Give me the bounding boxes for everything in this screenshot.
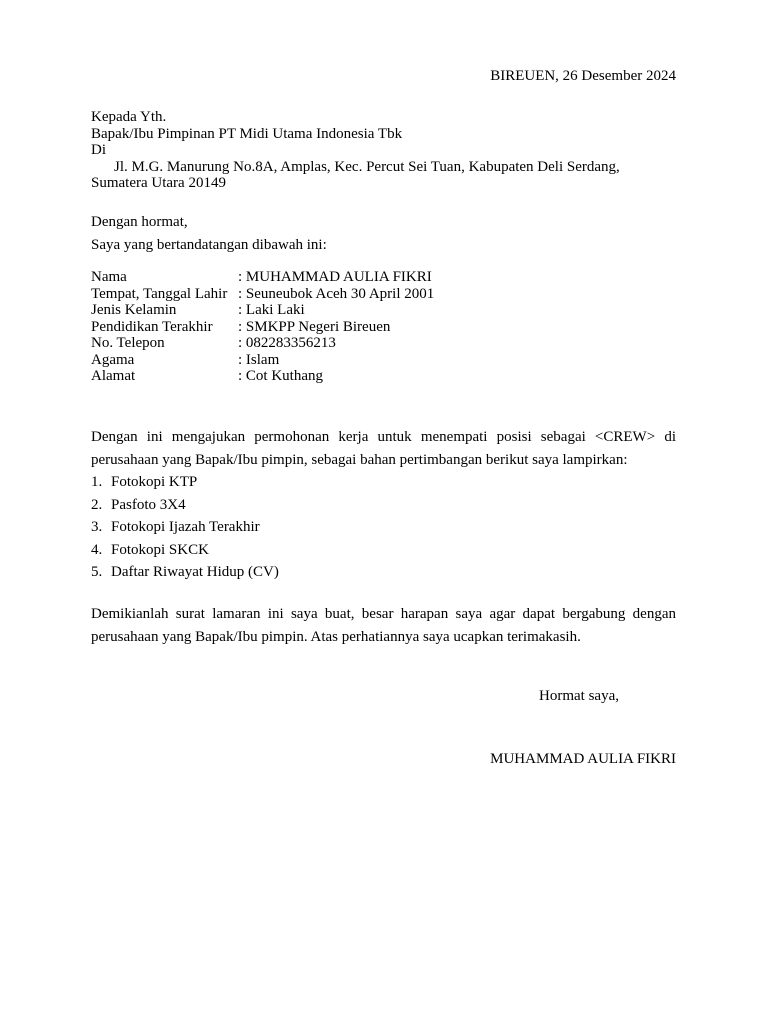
attachment-text: Fotokopi KTP — [111, 474, 198, 490]
identity-row — [91, 302, 434, 319]
attachment-text: Fotokopi Ijazah Terakhir — [111, 519, 260, 535]
attachment-item — [91, 539, 279, 562]
identity-label: Jenis Kelamin — [91, 302, 177, 318]
identity-value: : Laki Laki — [238, 302, 305, 318]
attachment-number: 1. — [91, 474, 103, 490]
identity-value: : Cot Kuthang — [238, 368, 323, 384]
recipient-at: Di — [91, 142, 106, 158]
closing-paragraph: Demikianlah surat lamaran ini saya buat, besar harapan saya agar dapat bergabung dengan perusahaan yang Bapak/Ibu pimpin. Atas perhatiannya saya ucapkan terimakasih. — [91, 606, 676, 645]
intro-text: Saya yang bertandatangan dibawah ini: — [91, 237, 327, 253]
identity-row — [91, 335, 434, 352]
identity-label: Pendidikan Terakhir — [91, 318, 213, 335]
attachment-text: Fotokopi SKCK — [111, 541, 209, 558]
recipient-name: Bapak/Ibu Pimpinan PT Midi Utama Indonesia Tbk — [91, 125, 403, 142]
identity-row — [91, 269, 434, 286]
attachment-number: 3. — [91, 519, 103, 535]
identity-label: Tempat, Tanggal Lahir — [91, 285, 228, 302]
identity-value: : MUHAMMAD AULIA FIKRI — [238, 269, 432, 285]
attachment-list — [91, 471, 279, 584]
identity-row — [91, 368, 434, 385]
attachment-text: Daftar Riwayat Hidup (CV) — [111, 564, 279, 580]
regards: Hormat saya, — [539, 688, 619, 704]
attachment-number: 5. — [91, 564, 103, 580]
identity-label: Nama — [91, 269, 127, 285]
identity-value: : Seuneubok Aceh 30 April 2001 — [238, 285, 435, 302]
identity-label: No. Telepon — [91, 335, 165, 351]
place-date: BIREUEN, 26 Desember 2024 — [490, 68, 676, 84]
recipient-salutation: Kepada Yth. — [91, 109, 167, 125]
attachment-number: 4. — [91, 541, 103, 558]
identity-row — [91, 319, 434, 336]
identity-row — [91, 286, 434, 303]
attachment-number: 2. — [91, 496, 103, 513]
signature-name: MUHAMMAD AULIA FIKRI — [490, 751, 676, 767]
identity-label: Alamat — [91, 368, 136, 384]
recipient-address-line2: Sumatera Utara 20149 — [91, 175, 226, 191]
greeting: Dengan hormat, — [91, 214, 188, 230]
identity-label: Agama — [91, 351, 135, 368]
recipient-address-line1: Jl. M.G. Manurung No.8A, Amplas, Kec. Percut Sei Tuan, Kabupaten Deli Serdang, — [114, 158, 620, 175]
identity-value: : Islam — [238, 351, 280, 368]
identity-table — [91, 269, 434, 385]
identity-row — [91, 352, 434, 369]
attachment-item — [91, 561, 279, 584]
attachment-item — [91, 494, 279, 517]
attachment-text: Pasfoto 3X4 — [111, 496, 186, 513]
identity-value: : 082283356213 — [238, 335, 336, 351]
identity-value: : SMKPP Negeri Bireuen — [238, 318, 391, 335]
application-paragraph: Dengan ini mengajukan permohonan kerja untuk menempati posisi sebagai <CREW> di perusahaan yang Bapak/Ibu pimpin, sebagai bahan pertimbangan berikut saya lampirkan: — [91, 429, 676, 468]
attachment-item — [91, 516, 279, 539]
recipient-block — [91, 109, 681, 192]
attachment-item — [91, 471, 279, 494]
